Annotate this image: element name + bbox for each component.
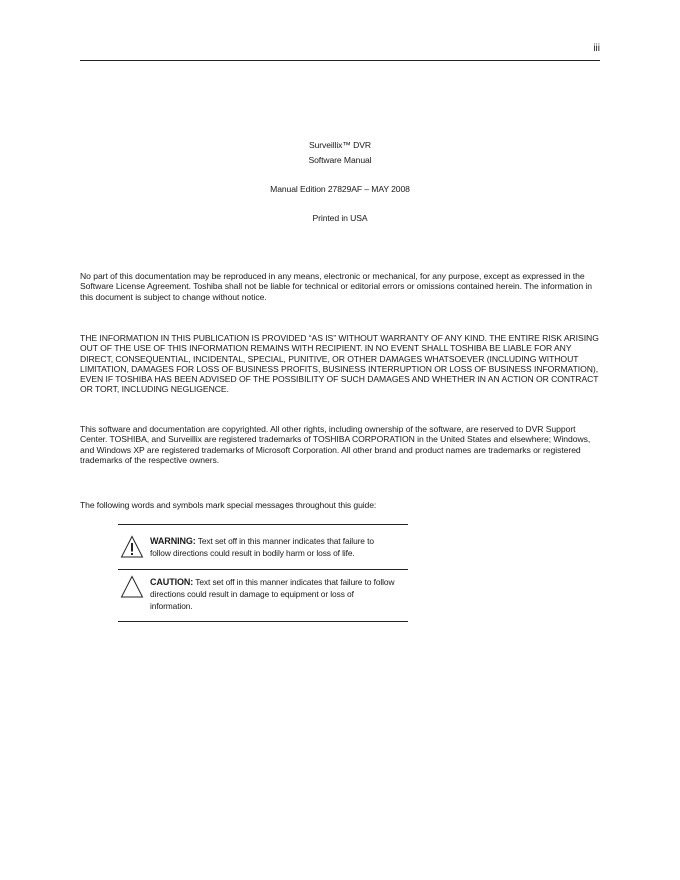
caution-triangle-icon	[120, 575, 144, 599]
warranty-disclaimer: THE INFORMATION IN THIS PUBLICATION IS PROVIDED “AS IS” WITHOUT WARRANTY OF ANY KIND. THE ENTIRE RISK ARISING OUT OF THE USE OF THIS INFORMATION REMAINS WITH RECIPIENT. IN NO EVENT SHALL TOSHIBA BE LIABLE FOR ANY DIRECT, CONSEQUENTIAL, INCIDENTAL, SPECIAL, PUNITIVE, OR OTHER DAMAGES WHATSOEVER (INCLUDING WITHOUT LIMITATION, DAMAGES FOR LOSS OF BUSINESS PROFITS, BUSINESS INTERRUPTION OR LOSS OF BUSINESS INFORMATION), EVEN IF TOSHIBA HAS BEEN ADVISED OF THE POSSIBILITY OF SUCH DAMAGES AND WHETHER IN AN ACTION OR CONTRACT OR TORT, INCLUDING NEGLIGENCE.	[80, 333, 599, 395]
document-type: Software Manual	[308, 155, 372, 165]
symbols-intro: The following words and symbols mark special messages throughout this guide:	[80, 500, 377, 510]
warning-text: Text set off in this manner indicates that failure to follow directions could result in bodily harm or loss of life.	[150, 536, 374, 558]
header-rule	[80, 60, 600, 61]
message-table-top-rule	[118, 524, 408, 525]
warning-triangle-exclamation-icon	[120, 535, 144, 559]
message-table-middle-rule	[118, 569, 408, 570]
warning-label: WARNING:	[150, 536, 196, 546]
caution-label: CAUTION:	[150, 577, 194, 587]
copyright-notice: This software and documentation are copyrighted. All other rights, including ownership of the software, are reserved to DVR Support Center. TOSHIBA, and Surveillix are registered trademarks of TOSHIBA CORPORATION in the United States and elsewhere; Windows, and Windows XP are registered trademarks of Microsoft Corporation. All other brand and product names are trademarks or registered trademarks of the respective owners.	[80, 424, 591, 465]
reproduction-notice: No part of this documentation may be reproduced in any means, electronic or mechanical, for any purpose, except as expressed in the Software License Agreement. Toshiba shall not be liable for technical or editorial errors or omissions contained herein. The information in this document is subject to change without notice.	[80, 271, 592, 302]
product-title: Surveillix™ DVR	[308, 140, 371, 150]
printed-location: Printed in USA	[312, 213, 368, 223]
message-table-bottom-rule	[118, 621, 408, 622]
manual-edition: Manual Edition 27829AF – MAY 2008	[270, 184, 410, 194]
warning-message	[150, 535, 395, 559]
caution-message	[150, 576, 395, 612]
page-number: iii	[593, 43, 600, 54]
caution-text: Text set off in this manner indicates that failure to follow directions could result in damage to equipment or loss of information.	[150, 577, 395, 611]
